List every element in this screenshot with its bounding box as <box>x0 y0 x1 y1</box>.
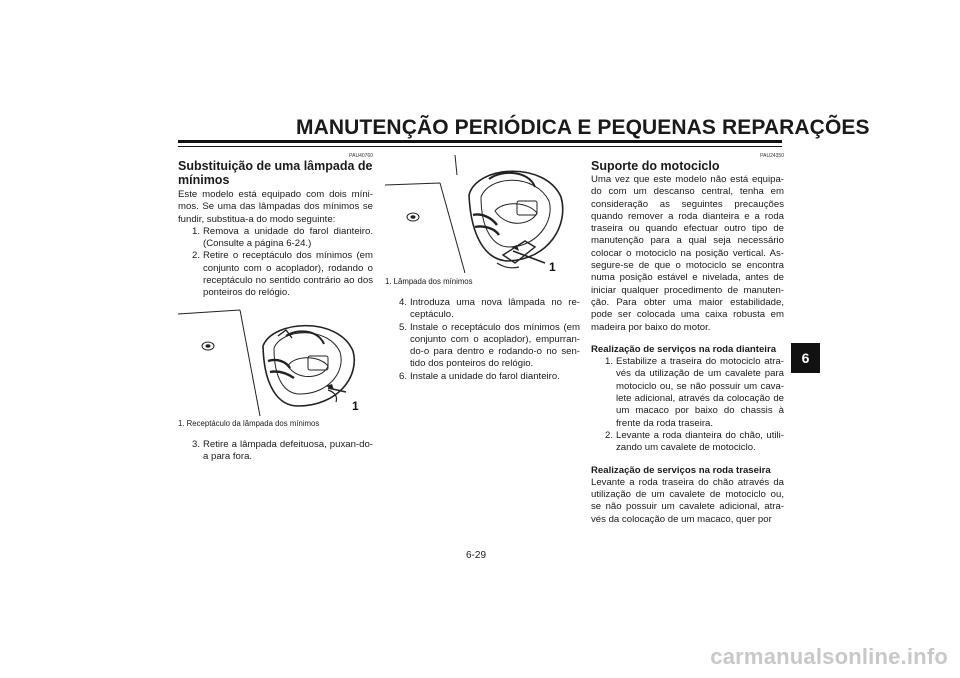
page-header-title: MANUTENÇÃO PERIÓDICA E PEQUENAS REPARAÇÕES <box>296 116 870 139</box>
figure-callout: 1 <box>352 398 359 413</box>
figure-callout: 1 <box>549 260 556 274</box>
watermark: carmanualsonline.info <box>710 644 948 669</box>
section-title: Substituição de uma lâmpada de mínimos <box>178 159 373 187</box>
step-item: 4. Introduza uma nova lâmpada no re-ceptáculo. <box>398 297 580 321</box>
step-item: 1. Remova a unidade do farol dianteiro. (Consulte a página 6-24.) <box>191 225 373 250</box>
step-item: 1. Estabilize a traseira do motociclo atra-vés da utilização de um cavalete para motociclo ou, se não possuir um cava-lete adicional, através da colocação de um macaco por baixo do chassis à frente da roda traseira. <box>604 356 784 429</box>
step-item: 6. Instale a unidade do farol dianteiro. <box>398 370 560 382</box>
step-item: 2. Retire o receptáculo dos mínimos (em conjunto com o acoplador), rodando o receptáculo no sentido contrário ao dos ponteiros do relógio. <box>191 250 373 299</box>
step-item: 3. Retire a lâmpada defeituosa, puxan-do-a para fora. <box>191 438 373 462</box>
section-intro: Este modelo está equipado com dois míni-mos. Se uma das lâmpadas dos mínimos se fundir, substitua-a do modo seguinte: <box>178 189 373 225</box>
section-code: PAU40760 <box>349 153 373 159</box>
bulb-figure <box>385 155 580 275</box>
step-item: 5. Instale o receptáculo dos mínimos (em conjunto com o acoplador), empurran-do-o para dentro e rodando-o no sen-tido dos ponteiros do relógio. <box>398 321 580 370</box>
header-rule-thick <box>178 140 782 143</box>
column-3 <box>591 153 784 526</box>
page-number: 6-29 <box>466 550 487 561</box>
header-rule-thin <box>178 146 782 147</box>
subsection-title: Realização de serviços na roda dianteira <box>591 343 777 355</box>
column-2 <box>385 153 580 383</box>
section-code: PAU24350 <box>760 153 784 159</box>
step-item: 2. Levante a roda dianteira do chão, utili-zando um cavalete de motociclo. <box>604 429 784 454</box>
subsection-text: Levante a roda traseira do chão através da utilização de um cavalete de motociclo ou, se não possuir um cavalete adicional, atra-vés da colocação de um macaco, quer por <box>591 476 784 525</box>
figure-caption: 1. Receptáculo da lâmpada dos mínimos <box>178 418 320 428</box>
subsection-title: Realização de serviços na roda traseira <box>591 464 771 476</box>
chapter-tab[interactable]: 6 <box>791 343 820 373</box>
section-title: Suporte do motociclo <box>591 159 720 173</box>
figure-caption: 1. Lâmpada dos mínimos <box>385 277 473 286</box>
column-1 <box>178 153 373 463</box>
headlight-socket-figure <box>178 306 373 418</box>
section-intro: Uma vez que este modelo não está equipa-do com um descanso central, tenha em consideração as seguintes precauções quando remover a roda dianteira e a roda traseira ou quando efectuar outro tipo de manutenção para a qual seja necessário colocar o motociclo na posição vertical. As-segure-se de que o motociclo se encontra numa posição estável e nivelada, antes de iniciar qualquer procedimento de manuten-ção. Para obter uma maior estabilidade, pode ser colocada uma caixa robusta em madeira por baixo do motor. <box>591 174 784 333</box>
